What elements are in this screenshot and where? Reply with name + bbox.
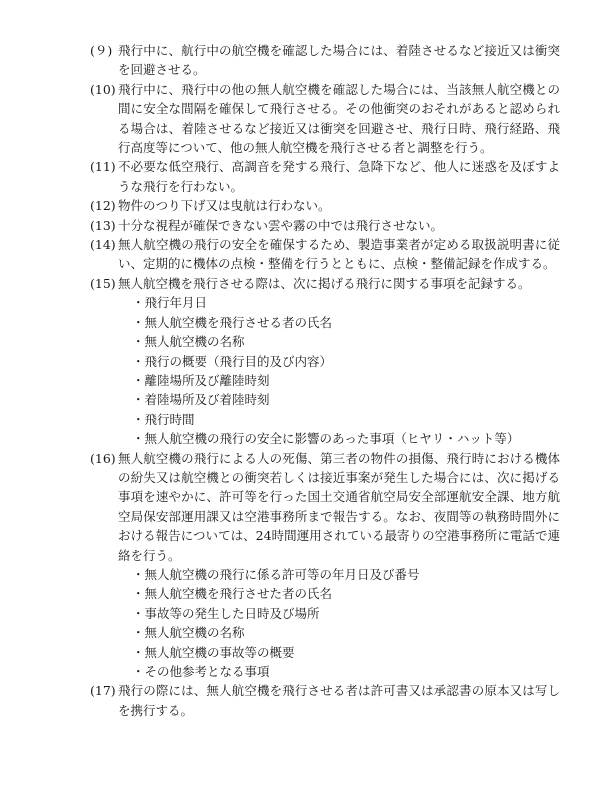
rule-item-16 [90,449,560,682]
list-item: ・飛行の概要（飛行目的及び内容） [132,353,333,369]
rule-text: 飛行中に、飛行中の他の無人航空機を確認した場合には、当該無人航空機との間に安全な間隔を確保して飛行させる。その他衝突のおそれがあると認められる場合は、着陸させるなど接近又は衝突を回避させ、飛行日時、飛行経路、飛行高度等について、他の無人航空機を飛行させる者と調整を行う。 [118,81,560,156]
rule-item-17 [90,681,560,720]
list-item: ・無人航空機の事故等の概要 [132,644,295,660]
report-items-list [118,565,560,681]
rule-number: (13) [90,217,116,233]
list-item: ・事故等の発生した日時及び場所 [132,605,320,621]
rule-item-15 [90,274,560,449]
rule-item-10 [90,80,560,158]
rule-text: 無人航空機の飛行の安全を確保するため、製造事業者が定める取扱説明書に従い、定期的に機体の点検・整備を行うとともに、点検・整備記録を作成する。 [118,237,560,272]
rule-item-14 [90,235,560,274]
list-item: ・無人航空機の名称 [132,334,245,350]
rule-item-9 [90,41,560,80]
rule-text: 飛行の際には、無人航空機を飛行させる者は許可書又は承認書の原本又は写しを携行する。 [118,683,560,718]
rule-number: (17) [90,683,116,699]
rule-number: (16) [90,450,116,466]
list-item: ・離陸場所及び離陸時刻 [132,372,270,388]
rule-item-11 [90,157,560,196]
rule-text: 十分な視程が確保できない雲や霧の中では飛行させない。 [118,217,444,233]
rules-list [90,41,560,720]
rule-number: (11) [90,159,116,175]
rule-item-13 [90,216,560,235]
rule-text: 無人航空機の飛行による人の死傷、第三者の物件の損傷、飛行時における機体の紛失又は航空機との衝突若しくは接近事案が発生した場合には、次に掲げる事項を速やかに、許可等を行った国土交通省航空局安全部運航安全課、地方航空局保安部運用課又は空港事務所まで報告する。なお、夜間等の執務時間外における報告については、24時間運用されている最寄りの空港事務所に電話で連絡を行う。 [118,450,560,563]
rule-number: (14) [90,237,116,253]
list-item: ・飛行年月日 [132,295,208,311]
rule-text: 不必要な低空飛行、高調音を発する飛行、急降下など、他人に迷惑を及ぼすような飛行を行わない。 [118,159,560,194]
rule-number: (10) [90,81,116,97]
list-item: ・その他参考となる事項 [132,664,270,679]
rule-text: 飛行中に、航行中の航空機を確認した場合には、着陸させるなど接近又は衝突を回避させる。 [118,43,560,78]
list-item: ・無人航空機の名称 [132,625,245,641]
list-item: ・無人航空機の飛行の安全に影響のあった事項（ヒヤリ・ハット等） [132,431,520,447]
list-item: ・無人航空機を飛行させた者の氏名 [132,586,333,602]
rule-text: 物件のつり下げ又は曳航は行わない。 [118,198,331,214]
rule-number: (15) [90,275,116,291]
rule-text: 無人航空機を飛行させる際は、次に掲げる飛行に関する事項を記録する。 [118,275,531,291]
list-item: ・無人航空機を飛行させる者の氏名 [132,314,333,330]
list-item: ・着陸場所及び着陸時刻 [132,392,270,408]
list-item: ・飛行時間 [132,411,195,427]
rule-number: (９) [90,43,113,58]
rule-item-12 [90,196,560,215]
rule-number: (12) [90,198,116,214]
list-item: ・無人航空機の飛行に係る許可等の年月日及び番号 [132,566,420,582]
record-items-list [118,293,560,448]
